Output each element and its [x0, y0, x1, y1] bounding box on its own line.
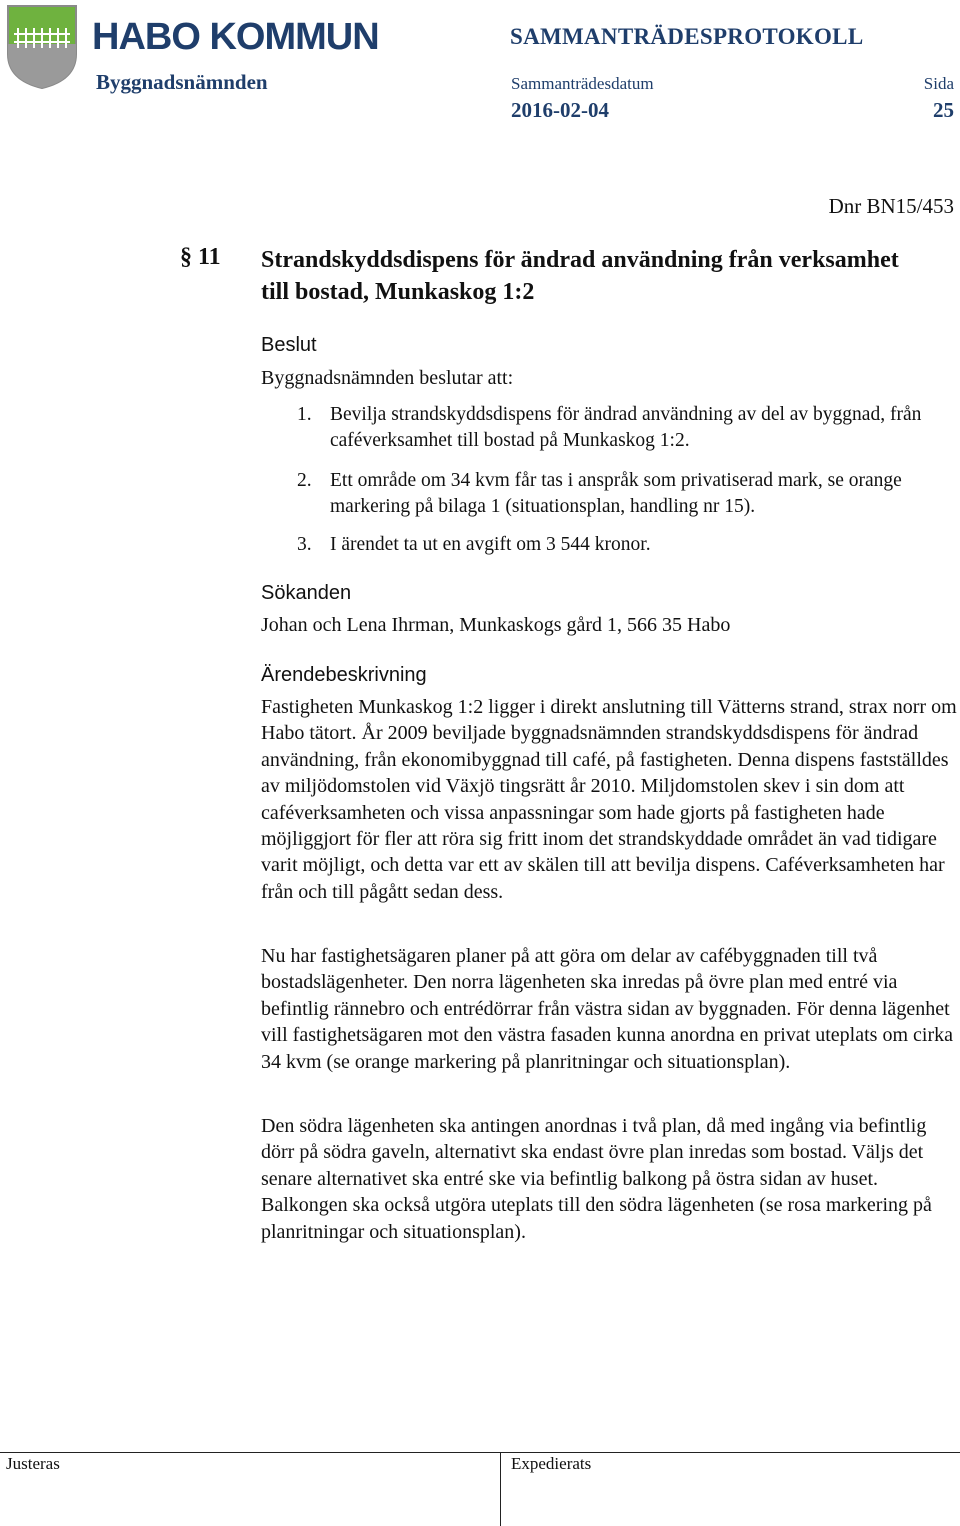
decision-item-number: 3. — [297, 534, 312, 555]
description-heading: Ärendebeskrivning — [261, 664, 427, 686]
expedierats-label: Expedierats — [511, 1454, 592, 1473]
decision-heading: Beslut — [261, 334, 317, 356]
description-paragraph: Nu har fastighetsägaren planer på att göra om delar av cafébyggnaden till två bostadslägenheter. Den norra lägenheten ska inredas på övre plan med entré via befintlig rännebro och entrédörrar från västra sidan av byggnaden. För denna lägenhet vill fastighetsägaren mot den västra fasaden kunna anordna en privat uteplats om cirka 34 kvm (se orange markering på planritningar och situationsplan). — [261, 945, 953, 1073]
justeras-label: Justeras — [6, 1454, 60, 1473]
decision-item-number: 2. — [297, 470, 312, 491]
decision-item-number: 1. — [297, 404, 312, 425]
description-paragraph: Fastigheten Munkaskog 1:2 ligger i direkt anslutning till Vätterns strand, strax norr om Habo tätort. År 2009 beviljade byggnadsnämnden strandskyddsdispens för ändrad användning, från ekonomibyggnad till café, på fastigheten. Denna dispens fastställdes av miljödomstolen vid Växjö tingsrätt år 2010. Miljdomstolen skev i sin dom att caféverksamheten och vissa anpassningar som hade gjorts på fastigheten hade möjliggjort för fler att röra sig fritt inom det strandskyddade området än vad tidigare varit möjligt, och detta var ett av skälen till att bevilja dispens. Caféverksamheten har från och till pågått sedan dess. — [261, 696, 957, 903]
decision-item-text: Bevilja strandskyddsdispens för ändrad användning av del av byggnad, från caféverksamhet till bostad på Munkaskog 1:2. — [330, 404, 922, 451]
applicant-text: Johan och Lena Ihrman, Munkaskogs gård 1, 566 35 Habo — [261, 614, 731, 636]
description-paragraph: Den södra lägenheten ska antingen anordnas i två plan, då med ingång via befintlig dörr på södra gaveln, alternativt ska endast övre plan inredas som bostad. Väljs det senare alternativet ska entré ske via befintlig balkong på östra sidan av huset. Balkongen ska också utgöra uteplats till den södra lägenheten (se rosa markering på planritningar och situationsplan). — [261, 1115, 932, 1243]
decision-item-text: I ärendet ta ut en avgift om 3 544 kronor. — [330, 534, 651, 555]
decision-lead: Byggnadsnämnden beslutar att: — [261, 367, 514, 389]
case-number: Dnr BN15/453 — [828, 194, 954, 218]
footer-divider — [500, 1452, 501, 1526]
municipality-crest-logo — [6, 4, 78, 90]
meeting-date-label: Sammanträdesdatum — [511, 74, 654, 93]
page-label: Sida — [923, 74, 954, 93]
decision-item-text: Ett område om 34 kvm får tas i anspråk som privatiserad mark, se orange markering på bilaga 1 (situationsplan, handling nr 15). — [330, 470, 902, 517]
committee-name: Byggnadsnämnden — [96, 70, 268, 94]
meeting-date: 2016-02-04 — [511, 98, 609, 122]
case-title: Strandskyddsdispens för ändrad användning från verksamhet till bostad, Munkaskog 1:2 — [261, 247, 899, 305]
section-number: § 11 — [180, 244, 221, 270]
page-number: 25 — [933, 98, 954, 122]
municipality-name: HABO KOMMUN — [92, 16, 379, 58]
applicant-heading: Sökanden — [261, 582, 352, 604]
footer-rule — [0, 1452, 960, 1453]
document-type: SAMMANTRÄDESPROTOKOLL — [510, 24, 864, 49]
